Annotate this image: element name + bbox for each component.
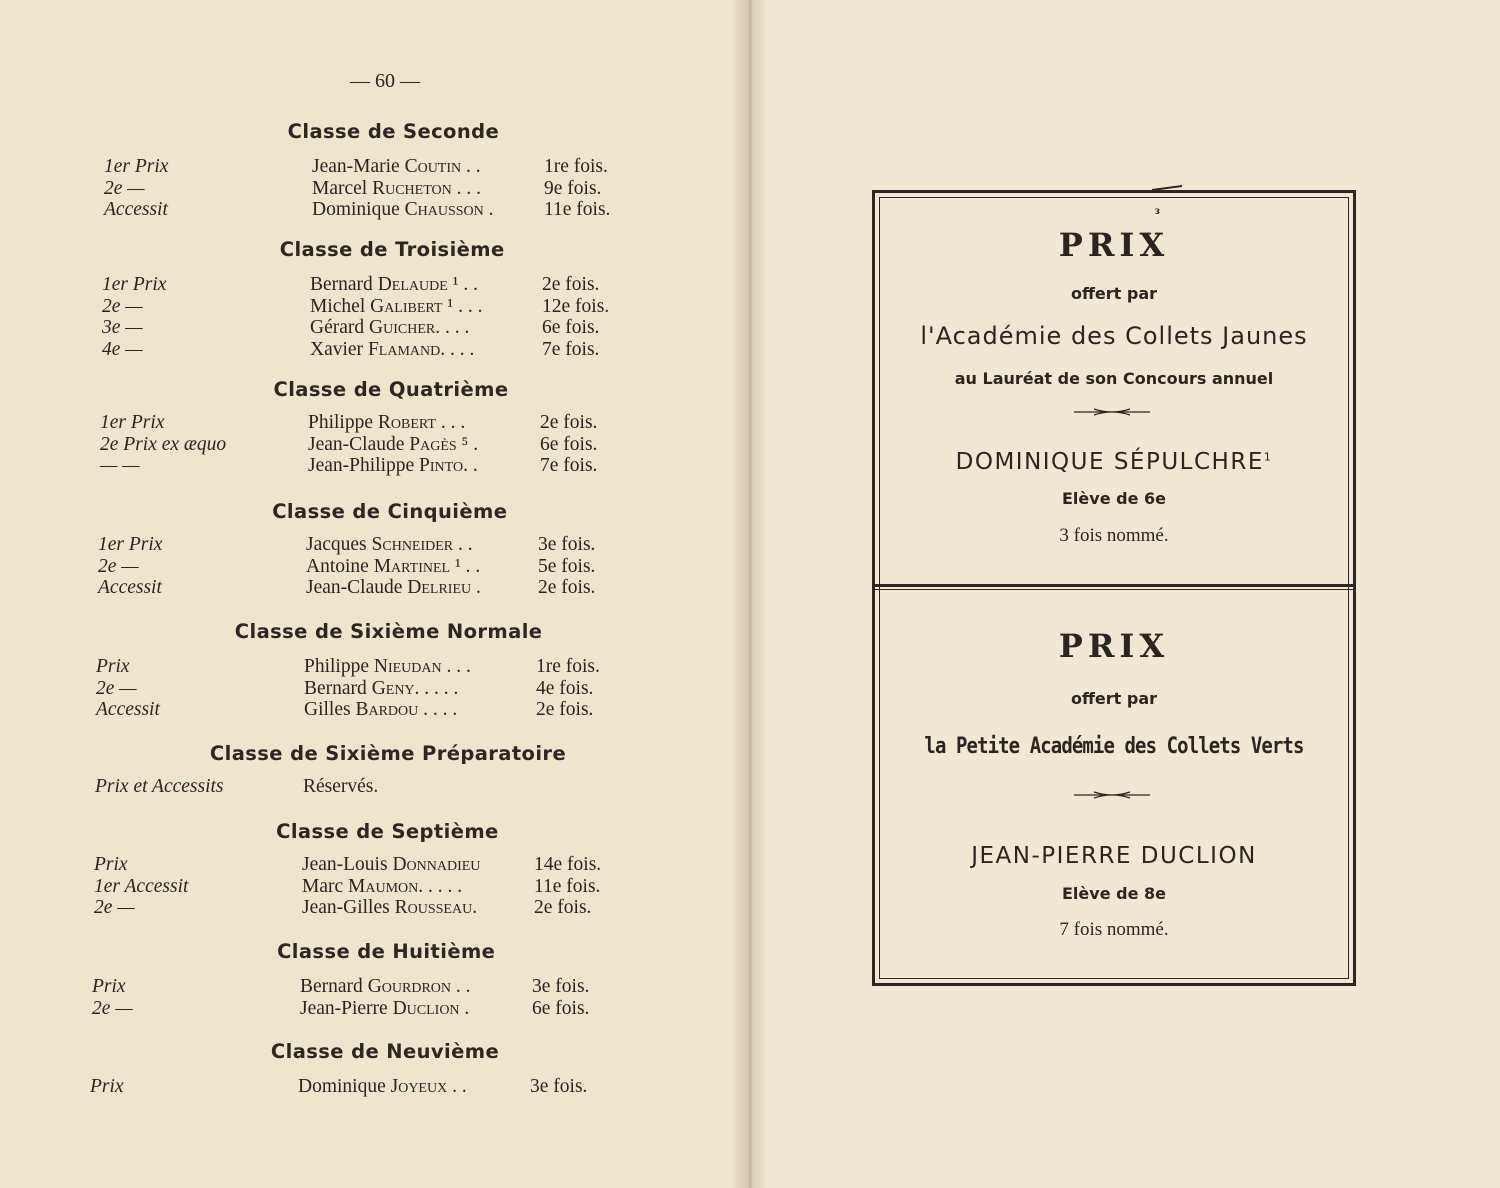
- class-section-title: Classe de Quatrième: [273, 378, 509, 401]
- prize1-grade: Elève de 6e: [1062, 489, 1166, 508]
- times-named: 6e fois.: [532, 997, 590, 1019]
- prize-row: [96, 699, 636, 721]
- times-named: 5e fois.: [538, 555, 596, 577]
- student-name: Philippe Robert . . .: [308, 412, 466, 433]
- prize1-laureate: DOMINIQUE SÉPULCHRE$^1$: [955, 449, 1273, 475]
- student-name: Jean-Philippe Pinto. .: [308, 455, 478, 476]
- prize2-count: 7 fois nommé.: [1059, 919, 1169, 940]
- prize-row: [104, 199, 644, 221]
- prize-rank: Prix: [92, 976, 126, 997]
- prize2-grade: Elève de 8e: [1062, 884, 1166, 903]
- prize-row: [100, 412, 640, 434]
- student-name: Michel Galibert ¹ . . .: [310, 295, 483, 317]
- times-named: 2e fois.: [540, 412, 598, 433]
- prize-rank: — —: [100, 455, 140, 476]
- prize-rank: 4e —: [102, 338, 143, 360]
- book-gutter: [732, 0, 768, 1188]
- prize-row: [102, 317, 642, 339]
- prize-row: [94, 876, 634, 898]
- student-name: Dominique Chausson .: [312, 199, 494, 220]
- student-name: Jean-Marie Coutin . .: [312, 156, 481, 177]
- times-named: 14e fois.: [534, 854, 602, 875]
- student-name: Antoine Martinel ¹ . .: [306, 555, 481, 577]
- prize-row: [96, 656, 636, 678]
- student-name: Xavier Flamand. . . .: [310, 338, 475, 360]
- prize-rank: 2e —: [96, 677, 137, 699]
- class-section-title: Classe de Sixième Normale: [234, 620, 543, 643]
- prize-rank: 1er Prix: [100, 412, 165, 433]
- student-name: Bernard Gourdron . .: [300, 976, 471, 997]
- prize-row: [94, 854, 634, 876]
- prize-rank: Accessit: [96, 699, 160, 720]
- times-named: 1re fois.: [536, 656, 600, 677]
- student-name: Bernard Delaude ¹ . .: [310, 274, 478, 295]
- student-name: Marc Maumon. . . . .: [302, 875, 463, 897]
- prize-rank: 2e —: [104, 177, 145, 199]
- prize-row: [96, 678, 636, 700]
- times-named: 2e fois.: [542, 274, 600, 295]
- prize1-offered-by: offert par: [1070, 284, 1158, 303]
- class-section-title: Classe de Septième: [276, 820, 499, 843]
- prize1-academy: l'Académie des Collets Jaunes: [920, 322, 1308, 350]
- prize-rank: 2e Prix ex æquo: [100, 433, 227, 455]
- prize-row: [100, 455, 640, 477]
- class-section-title: Classe de Seconde: [287, 120, 500, 143]
- prize1-count: 3 fois nommé.: [1059, 525, 1169, 546]
- student-name: Philippe Nieudan . . .: [304, 656, 471, 677]
- prize2-academy: la Petite Académie des Collets Verts: [924, 734, 1304, 759]
- flourish-icon: [1072, 406, 1152, 418]
- prize-rank: Accessit: [98, 577, 162, 598]
- prize-rank: 2e —: [98, 555, 139, 577]
- class-section-title: Classe de Cinquième: [272, 500, 508, 523]
- times-named: 3e fois.: [530, 1076, 588, 1097]
- times-named: 6e fois.: [542, 317, 600, 338]
- class-section-title: Classe de Neuvième: [270, 1040, 500, 1063]
- page-number: — 60 —: [350, 70, 420, 92]
- student-name: Jean-Claude Delrieu .: [306, 577, 481, 598]
- times-named: 3e fois.: [532, 976, 590, 997]
- prize-row: [98, 556, 638, 578]
- student-name: Gérard Guicher. . . .: [310, 317, 470, 338]
- prize1-title: PRIX: [1058, 226, 1170, 264]
- student-name: Marcel Rucheton . . .: [312, 177, 481, 199]
- class-section-title: Classe de Sixième Préparatoire: [209, 742, 567, 765]
- prize-rank: 1er Accessit: [94, 875, 189, 897]
- prize-rank: 2e —: [102, 295, 143, 317]
- prize-rank: 1er Prix: [104, 156, 169, 177]
- prize-rank: Prix et Accessits: [95, 776, 224, 797]
- prize1-note: 1: [1263, 450, 1273, 464]
- times-named: 12e fois.: [542, 295, 610, 317]
- student-name: Jean-Claude Pagès ⁵ .: [308, 433, 479, 455]
- student-name: Réservés.: [303, 776, 379, 797]
- prize-rank: Prix: [94, 854, 128, 875]
- frame-divider: [874, 584, 1354, 590]
- prize-row: [102, 296, 642, 318]
- prize-row: [98, 577, 638, 599]
- student-name: Gilles Bardou . . . .: [304, 699, 458, 720]
- times-named: 6e fois.: [540, 433, 598, 455]
- prize-rank: 2e —: [92, 997, 133, 1019]
- prize-row: [104, 156, 644, 178]
- prize-row: [92, 998, 632, 1020]
- student-name: Jean-Louis Donnadieu: [302, 854, 481, 875]
- times-named: 11e fois.: [544, 199, 611, 220]
- prize-row: [92, 976, 632, 998]
- prize-rank: Prix: [96, 656, 130, 677]
- times-named: 3e fois.: [538, 534, 596, 555]
- printer-mark: з: [1155, 203, 1160, 217]
- prize-rank: 1er Prix: [102, 274, 167, 295]
- prize-rank: Accessit: [104, 199, 168, 220]
- prize-row: [100, 434, 640, 456]
- times-named: 2e fois.: [534, 897, 592, 918]
- times-named: 2e fois.: [538, 577, 596, 598]
- class-section-title: Classe de Troisième: [279, 238, 505, 261]
- class-section-title: Classe de Huitième: [277, 940, 496, 963]
- student-name: Dominique Joyeux . .: [298, 1076, 467, 1097]
- student-name: Bernard Geny. . . . .: [304, 677, 459, 699]
- times-named: 1re fois.: [544, 156, 608, 177]
- prize-rank: 2e —: [94, 897, 135, 918]
- times-named: 11e fois.: [534, 875, 601, 897]
- times-named: 7e fois.: [540, 455, 598, 476]
- prize-row: [104, 178, 644, 200]
- prize-rank: 3e —: [102, 317, 143, 338]
- prize1-occasion: au Lauréat de son Concours annuel: [954, 369, 1274, 388]
- prize2-title: PRIX: [1058, 627, 1170, 665]
- prize2-offered-by: offert par: [1070, 689, 1158, 708]
- student-name: Jean-Pierre Duclion .: [300, 997, 470, 1019]
- times-named: 4e fois.: [536, 677, 594, 699]
- prize-row: [94, 897, 634, 919]
- prize-row: [102, 274, 642, 296]
- flourish-icon: [1072, 789, 1152, 801]
- student-name: Jacques Schneider . .: [306, 534, 473, 555]
- prize-row: [98, 534, 638, 556]
- prize-row: [90, 1076, 630, 1098]
- prize-row: [102, 339, 642, 361]
- prize-rank: 1er Prix: [98, 534, 163, 555]
- prize2-laureate: JEAN-PIERRE DUCLION: [971, 843, 1257, 869]
- times-named: 2e fois.: [536, 699, 594, 720]
- times-named: 9e fois.: [544, 177, 602, 199]
- times-named: 7e fois.: [542, 338, 600, 360]
- student-name: Jean-Gilles Rousseau.: [302, 897, 478, 918]
- prize-row: [95, 776, 635, 798]
- prize-rank: Prix: [90, 1076, 124, 1097]
